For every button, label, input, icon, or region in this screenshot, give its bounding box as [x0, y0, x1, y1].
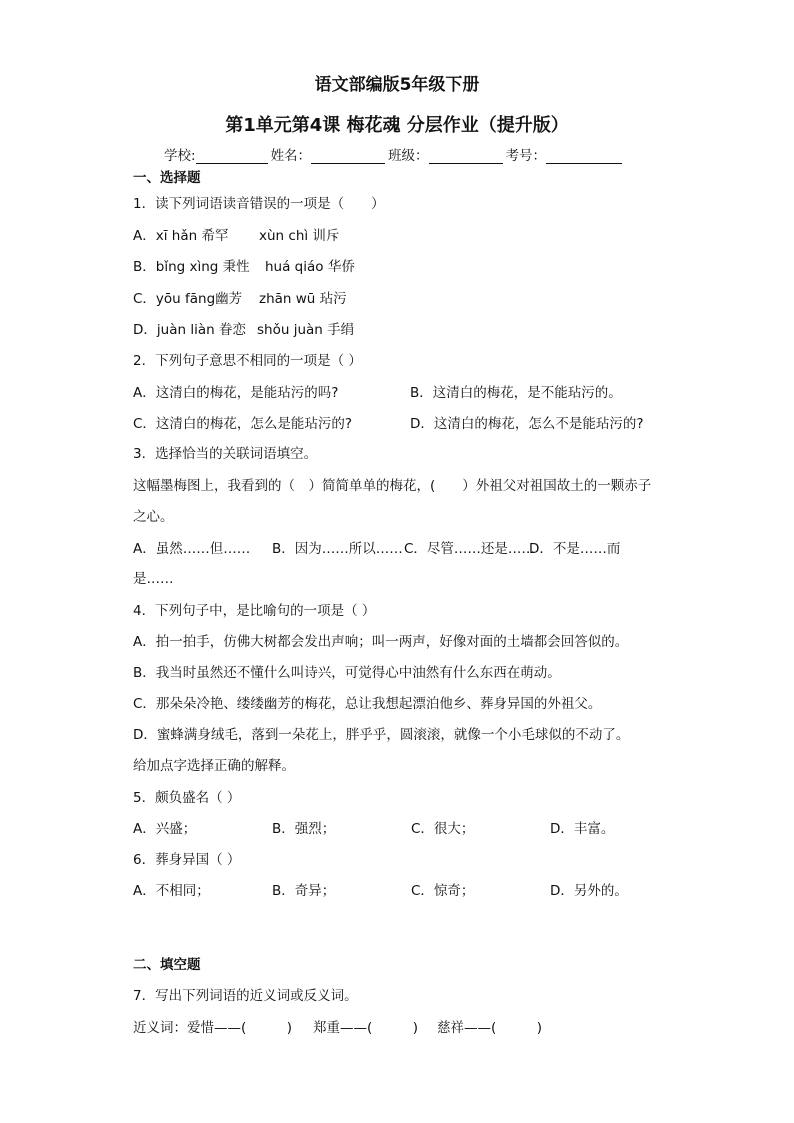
section-1-title: 一、选择题: [133, 170, 201, 186]
q2-option-d: D．这清白的梅花，怎么不是能玷污的?: [410, 416, 644, 432]
q6-options: A．不相同； B．奇异； C．惊奇； D．另外的。: [133, 883, 628, 899]
document-title: 语文部编版5年级下册: [314, 75, 480, 95]
q3-option-d-continued: 是……: [133, 571, 174, 587]
name-field[interactable]: [311, 149, 385, 164]
q1-stem: 1．读下列词语读音错误的一项是（ ）: [133, 196, 385, 212]
q3-stem: 3．选择恰当的关联词语填空。: [133, 446, 318, 462]
instruction-note: 给加点字选择正确的解释。: [133, 758, 295, 774]
q3-text-1: 这幅墨梅图上，我看到的（ ）简简单单的梅花，( ）外祖父对祖国故土的一颗赤子: [133, 478, 652, 494]
section-2-title: 二、填空题: [133, 957, 201, 973]
q4-stem: 4．下列句子中，是比喻句的一项是（ ）: [133, 603, 376, 619]
q2-stem: 2．下列句子意思不相同的一项是（ ）: [133, 353, 362, 369]
q1-option-a: A．xī hǎn 希罕 xùn chì 训斥: [133, 228, 340, 244]
q4-option-a: A．拍一拍手，仿佛大树都会发出声响；叫一两声，好像对面的土墙都会回答似的。: [133, 634, 629, 650]
document-subtitle: 第1单元第4课 梅花魂 分层作业（提升版）: [225, 115, 569, 136]
q6-stem: 6．葬身异国（ ）: [133, 852, 241, 868]
q2-option-b: B．这清白的梅花，是不能玷污的。: [410, 385, 622, 401]
q5-options: A．兴盛； B．强烈； C．很大； D．丰富。: [133, 821, 615, 837]
q4-option-d: D．蜜蜂满身绒毛，落到一朵花上，胖乎乎，圆滚滚，就像一个小毛球似的不动了。: [133, 727, 630, 743]
q4-option-b: B．我当时虽然还不懂什么叫诗兴，可觉得心中油然有什么东西在萌动。: [133, 665, 561, 681]
number-label: 考号：: [505, 148, 547, 164]
name-label: 姓名：: [270, 148, 312, 164]
class-field[interactable]: [429, 149, 503, 164]
q1-option-d: D．juàn liàn 眷恋 shǒu juàn 手绢: [133, 322, 355, 338]
q5-stem: 5．颇负盛名（ ）: [133, 790, 241, 806]
school-field[interactable]: [196, 149, 268, 164]
q3-text-2: 之心。: [133, 509, 174, 525]
q7-synonyms: 近义词：爱惜——( ) 郑重——( ) 慈祥——( ): [133, 1020, 543, 1036]
q4-option-c: C．那朵朵冷艳、缕缕幽芳的梅花，总让我想起漂泊他乡、葬身异国的外祖父。: [133, 696, 602, 712]
q1-option-c: C．yōu fāng幽芳 zhān wū 玷污: [133, 291, 347, 307]
q7-stem: 7．写出下列词语的近义词或反义词。: [133, 988, 358, 1004]
q3-options: A．虽然……但…… B．因为……所以……C．尽管……还是……D．不是……而: [133, 541, 621, 557]
student-info-line: [164, 144, 625, 164]
q2-option-c: C．这清白的梅花，怎么是能玷污的?: [133, 416, 353, 432]
q2-option-a: A．这清白的梅花，是能玷污的吗?: [133, 385, 339, 401]
q1-option-b: B．bǐng xìng 秉性 huá qiáo 华侨: [133, 259, 355, 275]
class-label: 班级：: [388, 148, 429, 164]
school-label: 学校:: [164, 148, 196, 164]
number-field[interactable]: [546, 149, 622, 164]
